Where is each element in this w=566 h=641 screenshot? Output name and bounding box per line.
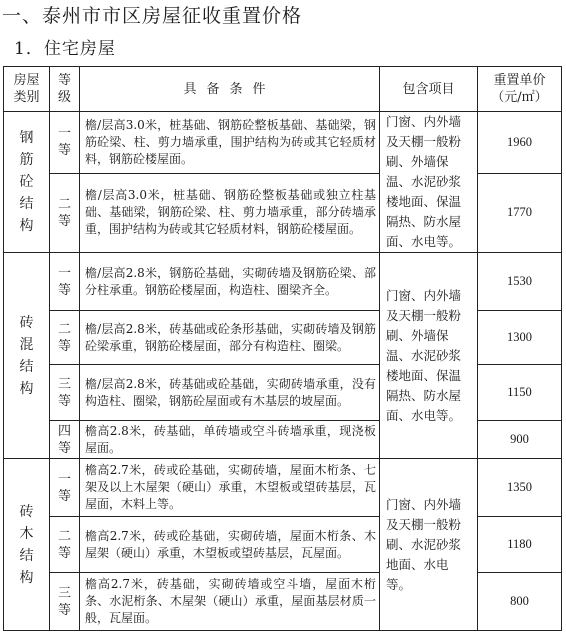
- grade-cell: 四等: [50, 421, 80, 459]
- conditions-cell: 檐高2.8米，砖基础，单砖墙或空斗砖墙承重，现浇板屋面。: [80, 421, 380, 459]
- conditions-cell: 檐/层高2.8米，砖基础或砼条形基础，实砌砖墙及钢筋砼梁承重，钢筋砼楼屋面，部分有构造柱、圈梁。: [80, 311, 380, 365]
- conditions-cell: 檐/层高3.0米，桩基础、钢筋砼整板基础、基础梁，钢筋砼梁、柱、剪力墙承重，围护结构为砖或其它轻质材料，钢筋砼楼屋面。: [80, 112, 380, 174]
- conditions-cell: 檐/层高2.8米，钢筋砼基础，实砌砖墙及钢筋砼梁、部分柱承重。钢筋砼楼屋面，构造柱、圈梁齐全。: [80, 253, 380, 311]
- price-cell: 1530: [478, 253, 562, 311]
- table-row: [4, 173, 562, 252]
- table-row: [4, 112, 562, 174]
- grade-cell: 一等: [50, 253, 80, 311]
- category-cell: 砖木结构: [4, 459, 50, 631]
- grade-cell: 一等: [50, 112, 80, 174]
- grade-cell: 三等: [50, 365, 80, 421]
- grade-cell: 三等: [50, 573, 80, 631]
- table-row: [4, 253, 562, 311]
- table-row: [4, 311, 562, 365]
- conditions-cell: 檐高2.7米，砖基础，实砌砖墙或空斗墙，屋面木桁条、水泥桁条、木屋架（硬山）承重，屋面基层材质一般，瓦屋面。: [80, 573, 380, 631]
- header-row: [4, 67, 562, 112]
- price-cell: 1350: [478, 459, 562, 517]
- grade-cell: 二等: [50, 311, 80, 365]
- table-row: [4, 365, 562, 421]
- price-cell: 1150: [478, 365, 562, 421]
- grade-cell: 二等: [50, 517, 80, 573]
- header-grade: 等 级: [50, 67, 80, 112]
- table-row: [4, 459, 562, 517]
- price-cell: 1770: [478, 173, 562, 252]
- table-row: [4, 573, 562, 631]
- header-price: 重置单价 （元/㎡）: [478, 67, 562, 112]
- price-cell: 1300: [478, 311, 562, 365]
- header-type: 房屋 类别: [4, 67, 50, 112]
- category-cell: 钢筋砼结构: [4, 112, 50, 253]
- grade-cell: 二等: [50, 173, 80, 252]
- table-row: [4, 421, 562, 459]
- page-heading: 一、泰州市市区房屋征收重置价格: [2, 5, 303, 27]
- section-subheading: 1．住宅房屋: [14, 39, 116, 59]
- includes-cell: 门窗、内外墙及天棚一般粉刷、水泥砂浆地面、水电等。: [380, 459, 478, 631]
- header-conditions: 具备条件: [80, 67, 380, 112]
- category-cell: 砖混结构: [4, 253, 50, 459]
- conditions-cell: 檐/层高3.0米，桩基础、钢筋砼整板基础或独立柱基础、基础梁，钢筋砼梁、柱、剪力墙承重，部分砖墙承重，围护结构为砖或其它轻质材料，钢筋砼楼屋面。: [80, 173, 380, 252]
- price-table: [3, 66, 562, 631]
- price-cell: 800: [478, 573, 562, 631]
- includes-cell: 门窗、内外墙及天棚一般粉刷、外墙保温、水泥砂浆楼地面、保温隔热、防水屋面、水电等。: [380, 112, 478, 253]
- includes-cell: 门窗、内外墙及天棚一般粉刷、外墙保温、水泥砂浆楼地面、保温隔热、防水屋面、水电等。: [380, 253, 478, 459]
- price-cell: 900: [478, 421, 562, 459]
- header-includes: 包含项目: [380, 67, 478, 112]
- conditions-cell: 檐/层高2.8米，砖基础或砼基础，实砌砖墙承重，没有构造柱、圈梁，钢筋砼屋面或有木基层的坡屋面。: [80, 365, 380, 421]
- price-cell: 1180: [478, 517, 562, 573]
- table-row: [4, 517, 562, 573]
- price-cell: 1960: [478, 112, 562, 174]
- conditions-cell: 檐高2.7米，砖或砼基础，实砌砖墙，屋面木桁条、七架及以上木屋架（硬山）承重，木望板或望砖基层，瓦屋面，木料上等。: [80, 459, 380, 517]
- conditions-cell: 檐高2.7米，砖或砼基础，实砌砖墙，屋面木桁条、木屋架（硬山）承重，木望板或望砖基层，瓦屋面。: [80, 517, 380, 573]
- grade-cell: 一等: [50, 459, 80, 517]
